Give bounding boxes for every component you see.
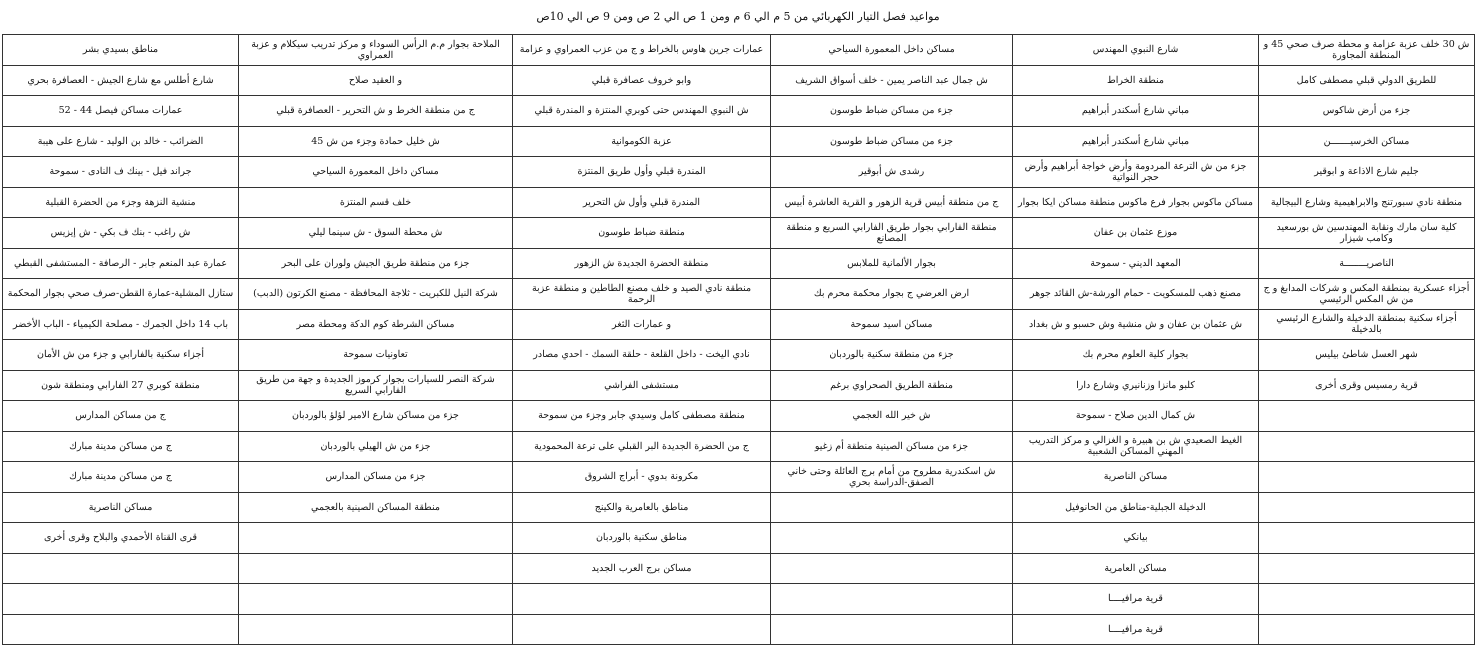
table-cell: منطقة كوبري 27 الفارابي ومنطقة شون: [3, 370, 239, 401]
table-cell: عزبة الكوموانية: [513, 126, 771, 157]
table-cell: منطقة مصطفى كامل وسيدي جابر وجزء من سموحة: [513, 401, 771, 432]
table-cell: جزء من مساكن ضباط طوسون: [771, 126, 1013, 157]
table-cell: خلف قسم المنتزة: [239, 187, 513, 218]
table-cell: قرية مرافيــــا: [1013, 584, 1259, 615]
table-cell: مناطق بسيدي بشر: [3, 35, 239, 66]
table-cell: الضرائب - خالد بن الوليد - شارع على هيبة: [3, 126, 239, 157]
table-cell: عمارات مساكن فيصل 44 - 52: [3, 96, 239, 127]
table-cell: [239, 584, 513, 615]
table-cell: تعاونيات سموحة: [239, 340, 513, 371]
table-cell: بيانكي: [1013, 523, 1259, 554]
table-cell: عمارة عبد المنعم جابر - الرصافة - المستشفى القبطي: [3, 248, 239, 279]
table-cell: المندرة قبلي وأول ش التحرير: [513, 187, 771, 218]
table-row: [3, 309, 1475, 340]
table-row: [3, 492, 1475, 523]
table-cell: منطقة نادي الصيد و خلف مصنع الطاطين و منطقة عزبة الرحمة: [513, 279, 771, 310]
table-cell: مستشفى الفراشي: [513, 370, 771, 401]
table-cell: مناطق سكنية بالوردبان: [513, 523, 771, 554]
table-row: [3, 431, 1475, 462]
table-cell: و العقيد صلاح: [239, 65, 513, 96]
table-cell: الغيط الصعيدي ش بن هبيرة و الغزالي و مركز التدريب المهني المساكن الشعبية: [1013, 431, 1259, 462]
table-cell: ش كمال الدين صلاح - سموحة: [1013, 401, 1259, 432]
table-cell: شركة النيل للكبريت - ثلاجة المحافظة - مصنع الكرتون (الدبب): [239, 279, 513, 310]
table-cell: ج من منطقة الخرط و ش التحرير - العصافرة قبلي: [239, 96, 513, 127]
table-cell: ستازل المشلية-عمارة القطن-صرف صحي بجوار المحكمة: [3, 279, 239, 310]
table-cell: جزء من منطقة طريق الجيش ولوران على البحر: [239, 248, 513, 279]
table-cell: ش خير الله العجمي: [771, 401, 1013, 432]
table-cell: مساكن ماكوس بجوار فرع ماكوس منطقة مساكن ايكا بجوار: [1013, 187, 1259, 218]
table-cell: [513, 584, 771, 615]
table-cell: قرية رمسيس وقرى أخرى: [1259, 370, 1475, 401]
table-cell: [3, 553, 239, 584]
table-cell: [1259, 431, 1475, 462]
table-cell: شركة النصر للسيارات بجوار كرموز الجديدة و جهة من طريق الفارابي السريع: [239, 370, 513, 401]
table-row: [3, 279, 1475, 310]
table-cell: مساكن برج العرب الجديد: [513, 553, 771, 584]
table-row: [3, 370, 1475, 401]
table-cell: رشدى ش أبوقير: [771, 157, 1013, 188]
table-cell: مباني شارع أسكندر أبراهيم: [1013, 96, 1259, 127]
table-cell: ش النبوي المهندس حتى كوبري المنتزة و المندرة قبلي: [513, 96, 771, 127]
table-cell: للطريق الدولي قبلي مصطفى كامل: [1259, 65, 1475, 96]
table-cell: مساكن العامرية: [1013, 553, 1259, 584]
table-cell: جزء من ش الهيلي بالوردبان: [239, 431, 513, 462]
table-row: [3, 218, 1475, 249]
table-cell: مباني شارع أسكندر أبراهيم: [1013, 126, 1259, 157]
table-cell: منطقة نادي سبورتنج والابراهيمية وشارع البيجالية: [1259, 187, 1475, 218]
table-cell: مساكن اسيد سموحة: [771, 309, 1013, 340]
table-cell: كلية سان مارك ونقابة المهندسين ش بورسعيد وكامب شيزار: [1259, 218, 1475, 249]
table-cell: [3, 584, 239, 615]
table-row: [3, 65, 1475, 96]
table-row: [3, 340, 1475, 371]
table-cell: [771, 584, 1013, 615]
table-cell: ج من منطقة أبيس قرية الزهور و القرية العاشرة أبيس: [771, 187, 1013, 218]
table-cell: مساكن الناصرية: [3, 492, 239, 523]
table-row: [3, 462, 1475, 493]
table-cell: [1259, 492, 1475, 523]
table-row: [3, 523, 1475, 554]
table-cell: مساكن داخل المعمورة السياحي: [771, 35, 1013, 66]
table-row: [3, 584, 1475, 615]
table-cell: المندرة قبلي وأول طريق المنتزة: [513, 157, 771, 188]
table-cell: [771, 523, 1013, 554]
table-cell: ج من مساكن مدينة مبارك: [3, 431, 239, 462]
table-cell: أجزاء سكنية بمنطقة الدخيلة والشارع الرئيسي بالدخيلة: [1259, 309, 1475, 340]
table-cell: منشية النزهة وجزء من الحضرة القبلية: [3, 187, 239, 218]
table-cell: قرية مرافيــــا: [1013, 614, 1259, 645]
table-row: [3, 35, 1475, 66]
table-cell: المعهد الديني - سموحة: [1013, 248, 1259, 279]
table-cell: ش 30 خلف عزبة عزامة و محطة صرف صحي 45 و المنطقة المجاورة: [1259, 35, 1475, 66]
table-cell: جزء من مساكن ضباط طوسون: [771, 96, 1013, 127]
table-cell: ش اسكندرية مطروح من أمام برج العائلة وحتى خاني الصفق-الدراسة بحري: [771, 462, 1013, 493]
table-cell: جزء من مساكن الصينية منطقة أم زغيو: [771, 431, 1013, 462]
table-cell: [1259, 462, 1475, 493]
table-cell: بجوار كلية العلوم محرم بك: [1013, 340, 1259, 371]
table-cell: نادي اليخت - داخل القلعة - حلقة السمك - احدي مصادر: [513, 340, 771, 371]
table-cell: باب 14 داخل الجمرك - مصلحة الكيمياء - الباب الأخضر: [3, 309, 239, 340]
table-row: [3, 96, 1475, 127]
table-row: [3, 157, 1475, 188]
table-cell: الدخيلة الجبلية-مناطق من الحانوفيل: [1013, 492, 1259, 523]
table-cell: [1259, 523, 1475, 554]
table-cell: [1259, 553, 1475, 584]
table-cell: الملاحة بجوار م.م الرأس السوداء و مركز تدريب سيكلام و عزبة العمراوي: [239, 35, 513, 66]
schedule-table: [2, 34, 1475, 645]
table-cell: ش جمال عبد الناصر يمين - خلف أسواق الشريف: [771, 65, 1013, 96]
table-cell: مساكن الناصرية: [1013, 462, 1259, 493]
table-cell: [239, 553, 513, 584]
table-cell: منطقة ضباط طوسون: [513, 218, 771, 249]
table-cell: مساكن الشرطة كوم الدكة ومحطة مصر: [239, 309, 513, 340]
table-cell: [239, 523, 513, 554]
table-cell: أجزاء عسكرية بمنطقة المكس و شركات المدابغ و ج من ش المكس الرئيسي: [1259, 279, 1475, 310]
table-cell: و عمارات الثغر: [513, 309, 771, 340]
table-cell: منطقة الخراط: [1013, 65, 1259, 96]
table-cell: ش راغب - بنك ف بكي - ش إيزيس: [3, 218, 239, 249]
table-cell: قرى القناة الأحمدي والبلاح وقرى أخرى: [3, 523, 239, 554]
table-cell: منطقة المساكن الصينية بالعجمي: [239, 492, 513, 523]
table-cell: منطقة الحضرة الجديدة ش الزهور: [513, 248, 771, 279]
table-cell: جزء من أرض شاكوس: [1259, 96, 1475, 127]
table-cell: جزء من منطقة سكنية بالوردبان: [771, 340, 1013, 371]
table-cell: منطقة الطريق الصحراوي برغم: [771, 370, 1013, 401]
table-cell: أجزاء سكنية بالفارابي و جزء من ش الأمان: [3, 340, 239, 371]
table-cell: مساكن داخل المعمورة السياحي: [239, 157, 513, 188]
table-cell: شارع النبوي المهندس: [1013, 35, 1259, 66]
table-cell: ج من مساكن مدينة مبارك: [3, 462, 239, 493]
table-row: [3, 553, 1475, 584]
table-cell: شارع أطلس مع شارع الجيش - العصافرة بحري: [3, 65, 239, 96]
table-cell: [771, 492, 1013, 523]
table-cell: ش خليل حمادة وجزء من ش 45: [239, 126, 513, 157]
table-cell: بجوار الألمانية للملابس: [771, 248, 1013, 279]
table-cell: شهر العسل شاطئ بيليس: [1259, 340, 1475, 371]
table-cell: كلبو مانزا وزنانيري وشارع دارا: [1013, 370, 1259, 401]
table-cell: مكرونة بدوي - أبراج الشروق: [513, 462, 771, 493]
table-row: [3, 248, 1475, 279]
table-row: [3, 187, 1475, 218]
table-cell: [771, 553, 1013, 584]
table-cell: جزء من مساكن المدارس: [239, 462, 513, 493]
table-cell: ش عثمان بن عفان و ش منشية وش حسبو و ش بغداد: [1013, 309, 1259, 340]
table-cell: جزء من مساكن شارع الامير لؤلؤ بالوردبان: [239, 401, 513, 432]
table-cell: منطقة الفارابي بجوار طريق الفارابي السريع و منطقة المصانع: [771, 218, 1013, 249]
table-cell: [1259, 584, 1475, 615]
table-cell: مساكن الخرسيـــــــن: [1259, 126, 1475, 157]
table-cell: ج من الحضرة الجديدة البر القبلي على ترعة المحمودية: [513, 431, 771, 462]
table-cell: ش محطة السوق - ش سينما ليلي: [239, 218, 513, 249]
table-cell: موزع عثمان بن عفان: [1013, 218, 1259, 249]
table-row: [3, 401, 1475, 432]
table-cell: [1259, 401, 1475, 432]
table-cell: وابو خروف عصافرة قبلي: [513, 65, 771, 96]
table-cell: جراند فيل - بينك ف النادى - سموحة: [3, 157, 239, 188]
table-cell: مناطق بالعامرية والكينج: [513, 492, 771, 523]
table-row: [3, 126, 1475, 157]
table-cell: جليم شارع الاذاعة و ابوقير: [1259, 157, 1475, 188]
table-cell: عمارات جرين هاوس بالخراط و ج من عزب العمراوي و عزامة: [513, 35, 771, 66]
table-cell: ج من مساكن المدارس: [3, 401, 239, 432]
table-cell: مصنع ذهب للمسكويت - حمام الورشة-ش القائد جوهر: [1013, 279, 1259, 310]
page-title: مواعيد فصل التيار الكهربائي من 5 م الي 6 م ومن 1 ص الي 2 ص ومن 9 ص الي 10ص: [536, 10, 940, 23]
table-cell: ارض العرضي ج بجوار محكمة محرم بك: [771, 279, 1013, 310]
table-cell: جزء من ش الترعة المردومة وأرض خواجة أبراهيم وأرض حجر النواتية: [1013, 157, 1259, 188]
table-cell: الناصريــــــــة: [1259, 248, 1475, 279]
